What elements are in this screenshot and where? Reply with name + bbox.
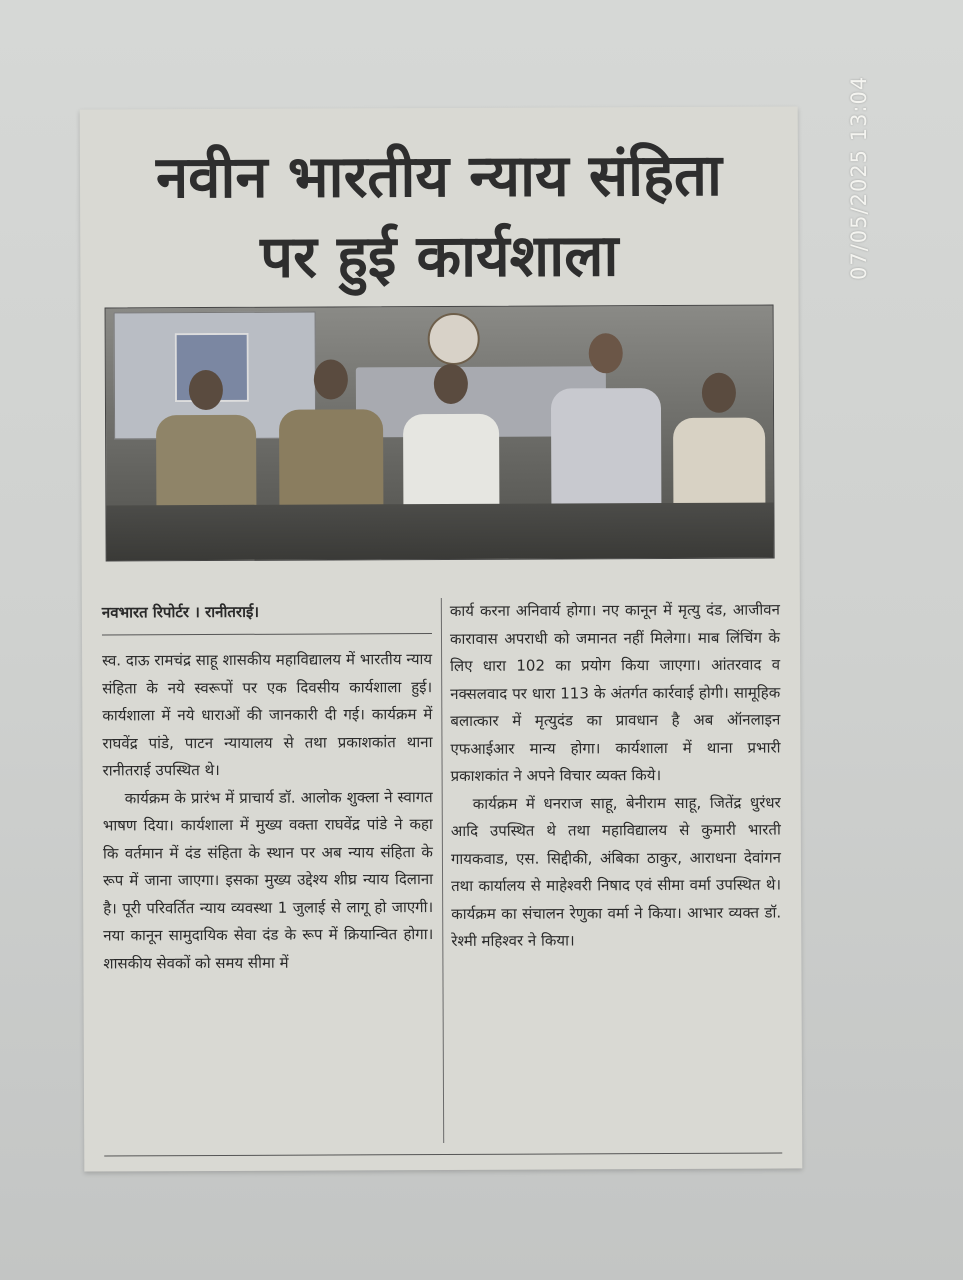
byline-divider [102, 633, 432, 635]
bottom-divider [104, 1153, 782, 1157]
column-divider [441, 598, 444, 1143]
headline-line-2: पर हुई कार्यशाला [260, 221, 619, 291]
article-body [101, 597, 782, 972]
article-paragraph: कार्यक्रम में धनराज साहू, बेनीराम साहू, जितेंद्र धुरंधर आदि उपस्थित थे तथा महाविद्यालय से कुमारी भारती गायकवाड, एस. सिद्दीकी, अंबिका ठाकुर, आराधना देवांगन तथा कार्यालय से माहेश्वरी निषाद एवं सीमा वर्मा उपस्थित थे। कार्यक्रम का संचालन रेणुका वर्मा ने किया। आभार व्यक्त डॉ. रेश्मी महिश्वर ने किया। [450, 793, 782, 950]
photo-table [106, 503, 773, 561]
article-paragraph: स्व. दाऊ रामचंद्र साहू शासकीय महाविद्यालय में भारतीय न्याय संहिता के नये स्वरूपों पर एक दिवसीय कार्यशाला हुई। कार्यशाला में नये धाराओं की जानकारी दी गई। कार्यक्रम में राघवेंद्र पांडे, पाटन न्यायालय से तथा प्रकाशकांत थाना रानीतराई उपस्थित थे। [102, 650, 433, 780]
byline: नवभारत रिपोर्टर । रानीतराई। [101, 602, 260, 622]
photo-timestamp: 07/05/2025 13:04 [847, 75, 871, 280]
article-paragraph: कार्य करना अनिवार्य होगा। नए कानून में मृत्यु दंड, आजीवन कारावास अपराधी को जमानत नहीं मिलेगा। माब लिंचिंग के लिए धारा 102 का प्रयोग किया जाएगा। आंतरवाद व नक्सलवाद पर धारा 113 के अंतर्गत कार्रवाई होगी। सामूहिक बलात्कार में मृत्युदंड का प्रावधान है अब ऑनलाइन एफआईआर मान्य होगा। कार्यशाला में थाना प्रभारी प्रकाशकांत ने अपने विचार व्यक्त किये। [449, 600, 781, 785]
news-photo [105, 305, 775, 562]
article-paragraph: कार्यक्रम के प्रारंभ में प्राचार्य डॉ. आलोक शुक्ला ने स्वागत भाषण दिया। कार्यशाला में मुख्य वक्ता राघवेंद्र पांडे ने कहा कि वर्तमान में दंड संहिता के स्थान पर अब न्याय संहिता के रूप में जाना जाएगा। इसका मुख्य उद्देश्य शीघ्र न्याय दिलाना है। पूरी परिवर्तित न्याय व्यवस्था 1 जुलाई से लागू हो जाएगी। नया कानून सामुदायिक सेवा दंड के रूप में क्रियान्वित होगा। शासकीय सेवकों को समय सीमा में [102, 787, 434, 972]
college-logo [428, 313, 480, 365]
newspaper-clipping [80, 106, 803, 1171]
headline-line-1: नवीन भारतीय न्याय संहिता [155, 140, 723, 212]
article-column-left [102, 598, 434, 977]
article-column-right [450, 597, 782, 956]
